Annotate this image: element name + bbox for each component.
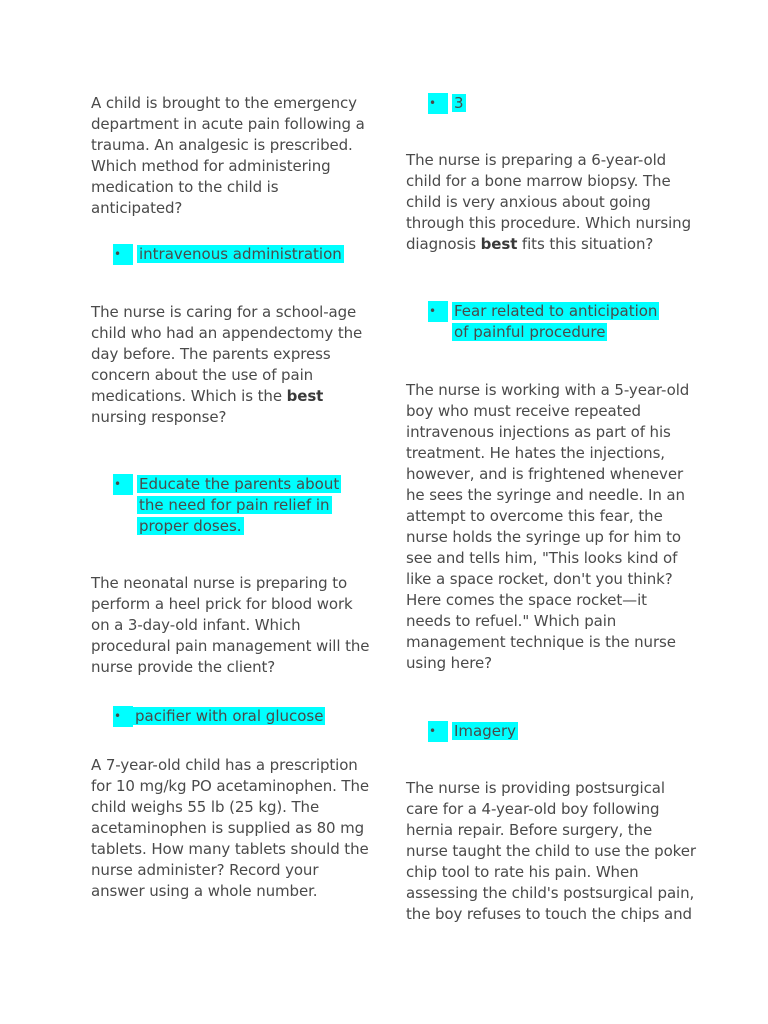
question-1: A child is brought to the emergency department in acute pain following a trauma. An analgesic is prescribed. Which method for administering medication to the child is anticipated? bbox=[91, 94, 365, 217]
question-5-prefix: The nurse is preparing a 6-year-old child for a bone marrow biopsy. The child is very anxious about going through this procedure. Which nursing diagnosis bbox=[406, 151, 692, 253]
bullet-icon bbox=[113, 706, 133, 727]
question-3: The neonatal nurse is preparing to perform a heel prick for blood work on a 3-day-old infant. Which procedural pain management will the nurse provide the client? bbox=[91, 574, 370, 676]
bullet-icon bbox=[428, 721, 448, 742]
question-4: A 7-year-old child has a prescription for 10 mg/kg PO acetaminophen. The child weighs 55 lb (25 kg). The acetaminophen is supplied as 80 mg tablets. How many tablets should the nurse administer? Record your answer using a whole number. bbox=[91, 756, 370, 900]
answer-3-text: pacifier with oral glucose bbox=[135, 707, 324, 725]
question-6: The nurse is working with a 5-year-old boy who must receive repeated intravenous injections as part of his treatment. He hates the injections, however, and is frightened whenever he sees the syringe and needle. In an attempt to overcome this fear, the nurse holds the syringe up for him to see and tells him, "This looks kind of like a space rocket, don't you think? Here comes the space rocket—it needs to refuel." Which pain management technique is the nurse using here? bbox=[406, 381, 690, 672]
bullet-icon bbox=[113, 474, 133, 495]
bullet-icon bbox=[428, 93, 448, 114]
question-5-emphasis: best bbox=[480, 235, 518, 253]
answer-5-text: Fear related to anticipation of painful procedure bbox=[454, 302, 658, 341]
bullet-icon bbox=[113, 244, 133, 265]
bullet-icon bbox=[428, 301, 448, 322]
answer-6-text: Imagery bbox=[454, 722, 517, 740]
answer-1-text: intravenous administration bbox=[139, 245, 342, 263]
question-5-suffix: fits this situation? bbox=[517, 235, 654, 253]
question-2-emphasis: best bbox=[286, 387, 324, 405]
question-5 bbox=[406, 150, 696, 255]
answer-2-text: Educate the parents about the need for pain relief in proper doses. bbox=[139, 475, 340, 535]
question-2-prefix: The nurse is caring for a school-age child who had an appendectomy the day before. The parents express concern about the use of pain medications. Which is the bbox=[91, 303, 363, 405]
question-2 bbox=[91, 302, 371, 428]
answer-4-text: 3 bbox=[454, 94, 464, 112]
question-2-suffix: nursing response? bbox=[91, 408, 227, 426]
question-7: The nurse is providing postsurgical care for a 4-year-old boy following hernia repair. Before surgery, the nurse taught the child to use the poker chip tool to rate his pain. When assessing the child's postsurgical pain, the boy refuses to touch the chips and bbox=[406, 779, 696, 923]
